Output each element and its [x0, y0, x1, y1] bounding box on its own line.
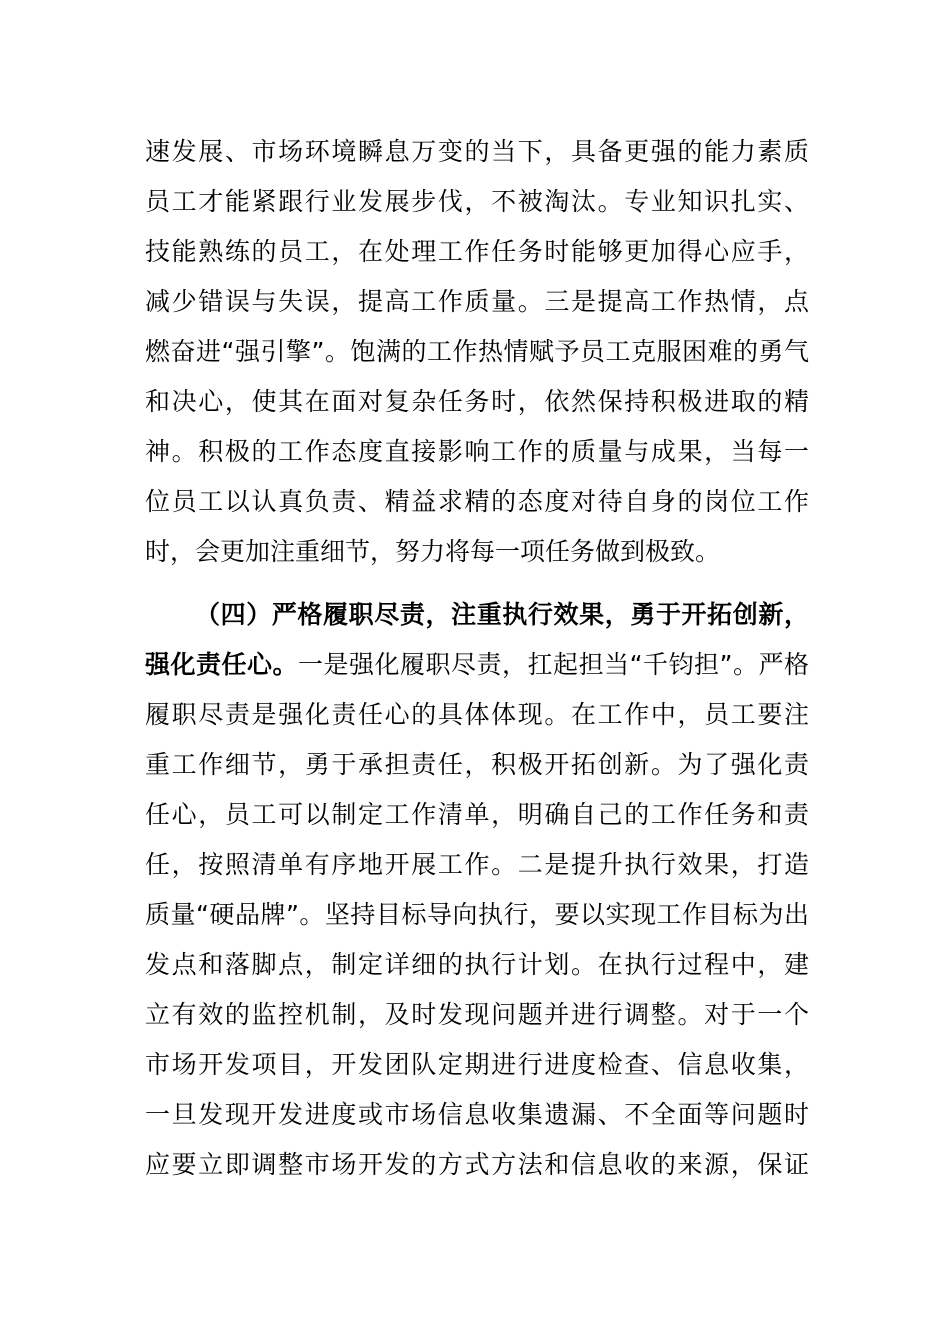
paragraph-line: 履职尽责是强化责任心的具体体现。在工作中，员工要注 [145, 700, 809, 729]
paragraph-line: 市场开发项目，开发团队定期进行进度检查、信息收集， [145, 1050, 809, 1079]
paragraph-line: 技能熟练的员工，在处理工作任务时能够更加得心应手， [145, 237, 809, 266]
paragraph-line: 立有效的监控机制，及时发现问题并进行调整。对于一个 [145, 1000, 809, 1029]
paragraph-line: 任，按照清单有序地开展工作。二是提升执行效果，打造 [145, 850, 809, 879]
paragraph-line: 速发展、市场环境瞬息万变的当下，具备更强的能力素质 [145, 137, 809, 166]
paragraph-text: 一是强化履职尽责，扛起担当“千钧担”。严格 [298, 650, 809, 679]
paragraph-line: 神。积极的工作态度直接影响工作的质量与成果，当每一 [145, 437, 809, 466]
paragraph-line: 位员工以认真负责、精益求精的态度对待自身的岗位工作 [145, 487, 809, 516]
paragraph-line: 质量“硬品牌”。坚持目标导向执行，要以实现工作目标为出 [145, 900, 809, 929]
paragraph-line: 减少错误与失误，提高工作质量。三是提高工作热情，点 [145, 287, 809, 316]
paragraph-line: 任心，员工可以制定工作清单，明确自己的工作任务和责 [145, 800, 809, 829]
paragraph-line: 应要立即调整市场开发的方式方法和信息收的来源，保证 [145, 1150, 809, 1179]
paragraph-line: 重工作细节，勇于承担责任，积极开拓创新。为了强化责 [145, 750, 809, 779]
paragraph-line: 和决心，使其在面对复杂任务时，依然保持积极进取的精 [145, 387, 809, 416]
paragraph-line: 时，会更加注重细节，努力将每一项任务做到极致。 [145, 537, 721, 566]
paragraph-line: 燃奋进“强引擎”。饱满的工作热情赋予员工克服困难的勇气 [145, 337, 809, 366]
section-heading-tail: 强化责任心。 [145, 650, 299, 679]
section-heading: （四）严格履职尽责，注重执行效果，勇于开拓创新， [195, 600, 809, 629]
paragraph-line: 员工才能紧跟行业发展步伐，不被淘汰。专业知识扎实、 [145, 187, 809, 216]
paragraph-line: 一旦发现开发进度或市场信息收集遗漏、不全面等问题时 [145, 1100, 809, 1129]
paragraph-line: 发点和落脚点，制定详细的执行计划。在执行过程中，建 [145, 950, 809, 979]
section-heading-continuation [145, 640, 809, 690]
document-body [145, 127, 809, 1190]
